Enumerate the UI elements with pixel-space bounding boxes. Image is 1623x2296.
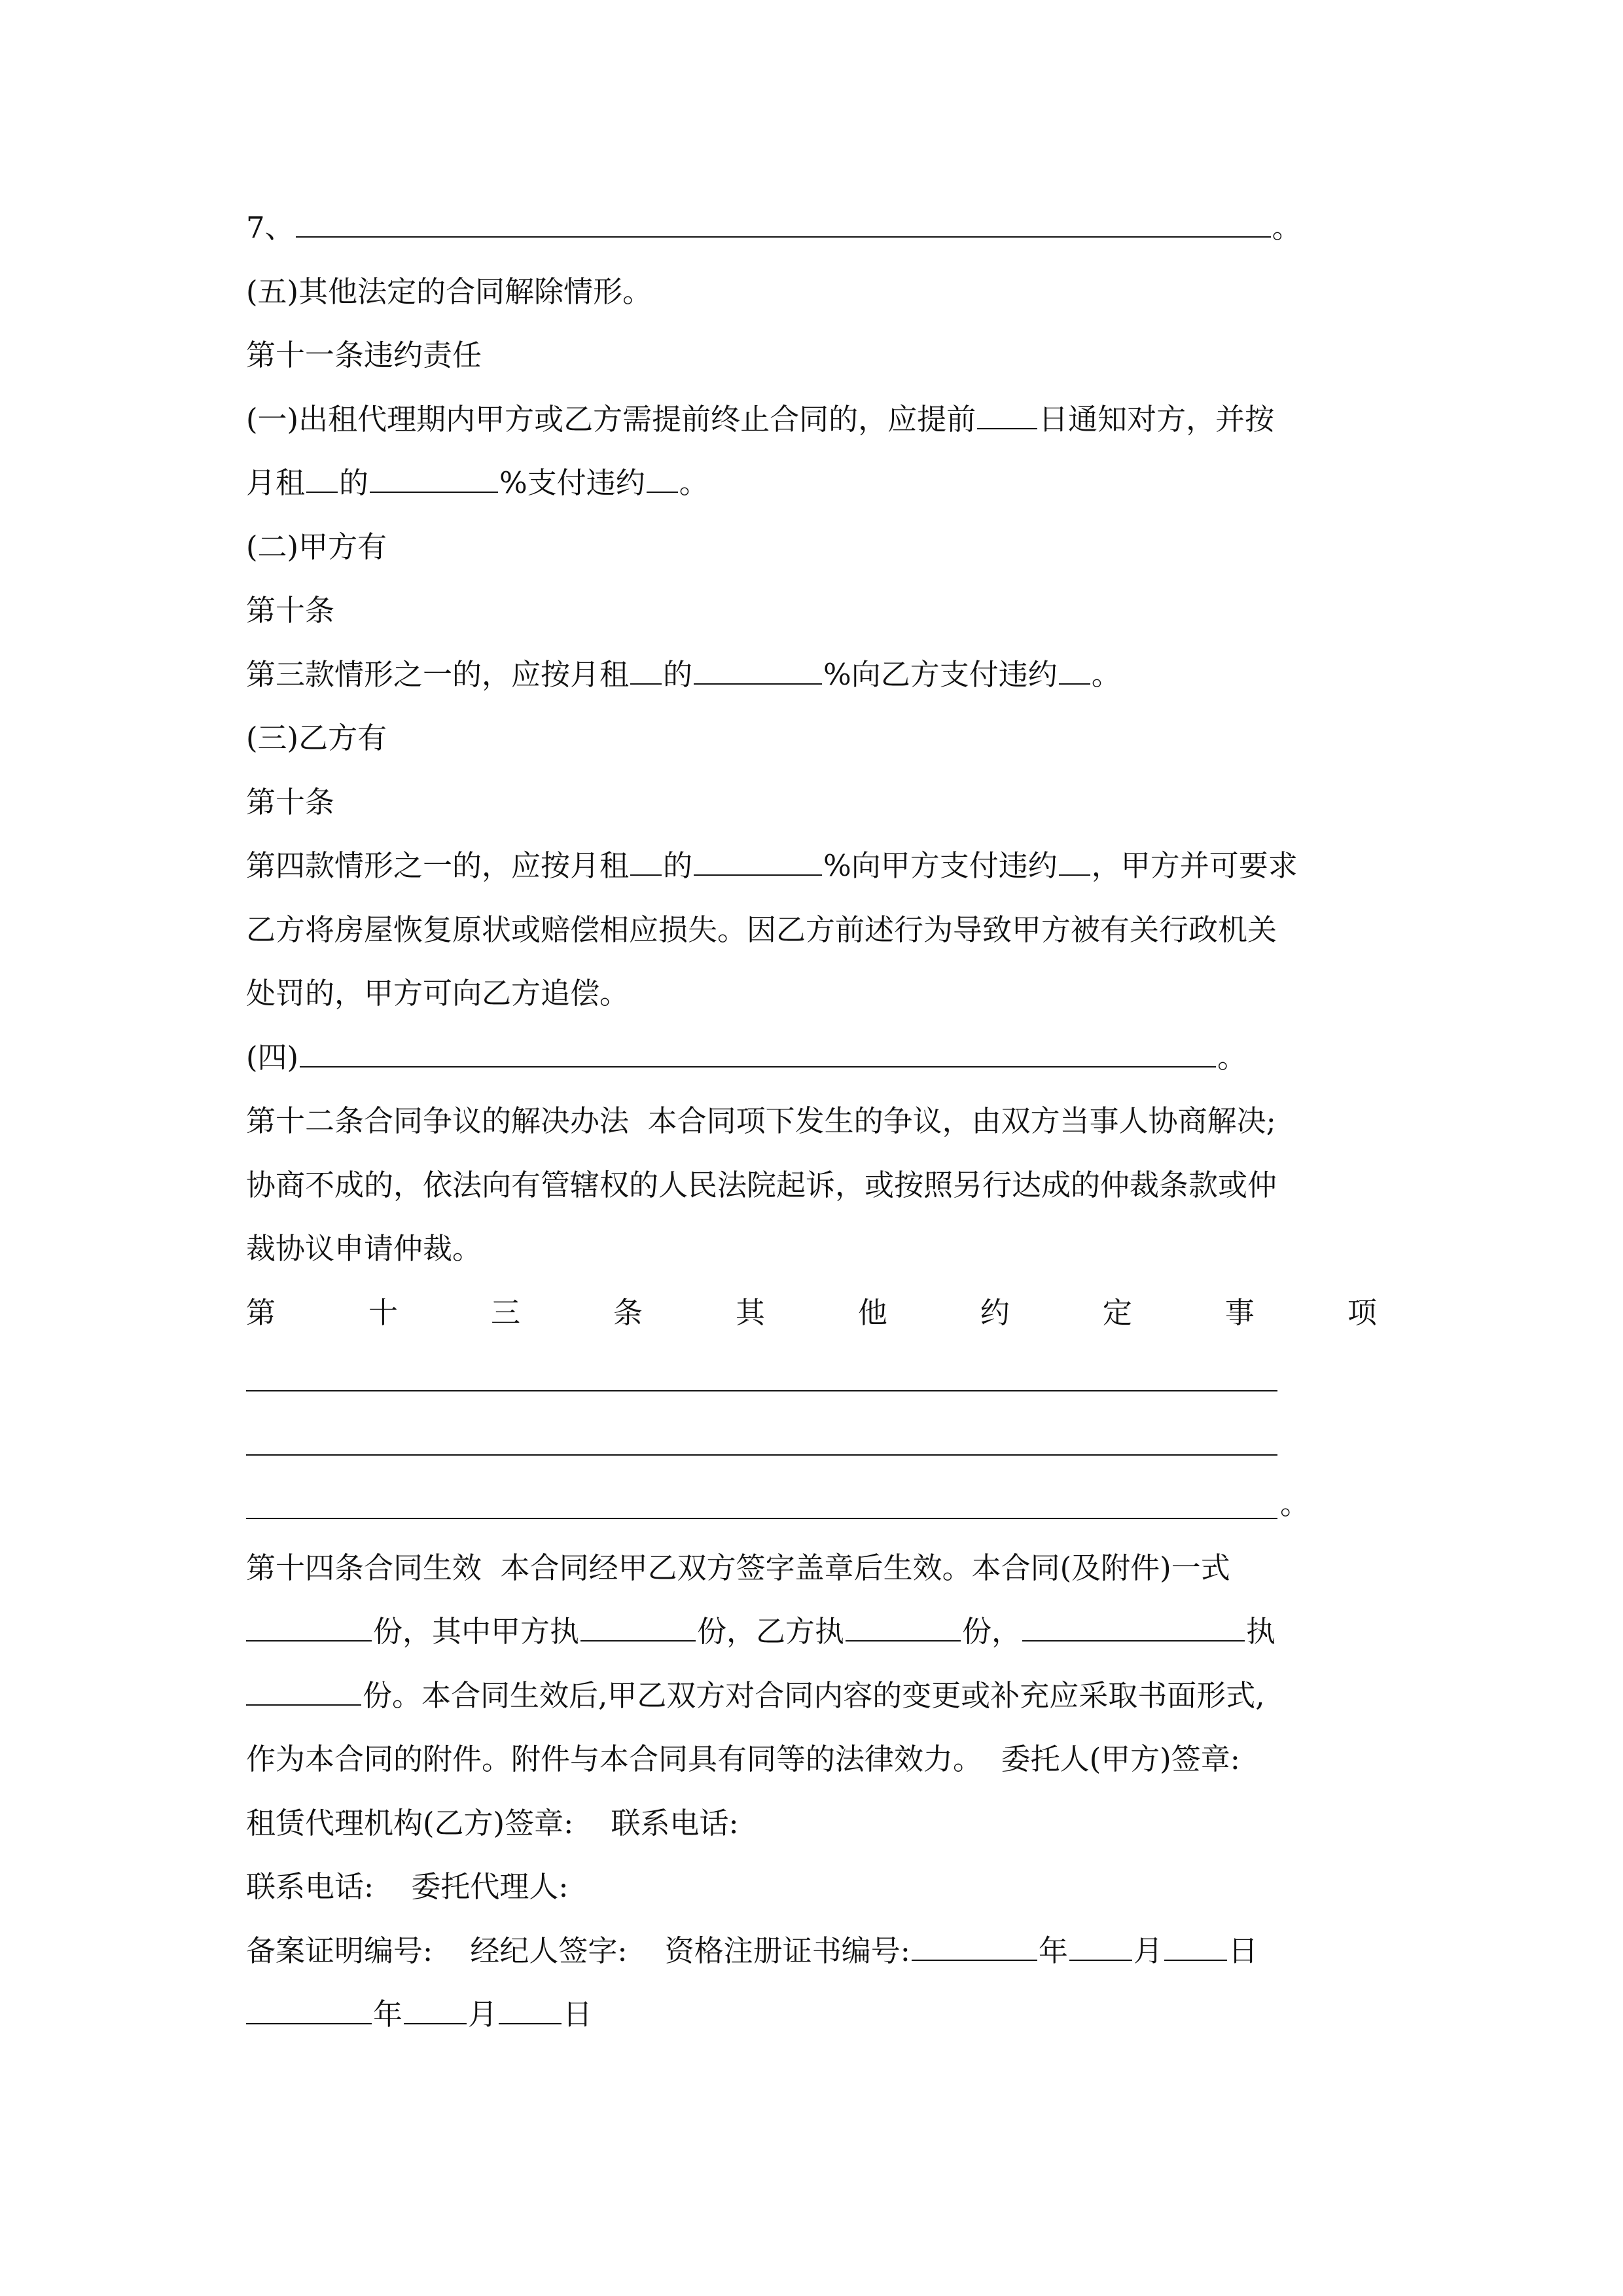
text: 月租 [246,465,306,500]
text: 。 [1091,657,1121,692]
article-12-line1: 第十二条合同争议的解决办法 本合同项下发生的争议，由双方当事人协商解决; [246,1103,1276,1138]
blank-field[interactable] [1059,655,1090,685]
blank-field[interactable] [1059,846,1090,876]
blank-field[interactable] [296,207,1271,238]
text: 的 [663,657,693,692]
blank-line[interactable] [246,1390,1277,1391]
text: 第四款情形之一的，应按月租 [246,848,630,883]
article-11-p3-head: (三)乙方有 [246,721,387,755]
text: 月 [468,1997,498,2032]
blank-line[interactable] [246,1454,1277,1456]
article-11-p1-line2 [246,462,709,504]
blank-field[interactable] [499,1994,562,2024]
article-11-p3-body-1 [246,845,1298,887]
article-14-line3 [246,1675,1265,1717]
blank-field[interactable] [694,655,822,685]
blank-field[interactable] [246,1676,361,1706]
title-char: 定 [1102,1295,1132,1330]
text: 月 [1133,1933,1163,1968]
blank-field[interactable] [1022,1611,1245,1641]
clause-5: (五)其他法定的合同解除情形。 [246,274,652,309]
article-11-p3-body-2: 乙方将房屋恢复原状或赔偿相应损失。因乙方前述行为导致甲方被有关行政机关 [246,912,1277,947]
text: %向甲方支付违约 [823,848,1058,883]
item-7 [246,207,1302,249]
text: (一)出租代理期内甲方或乙方需提前终止合同的，应提前 [246,402,976,437]
item-7-suffix: 。 [1272,210,1302,245]
article-14-line4: 作为本合同的附件。附件与本合同具有同等的法律效力。 委托人(甲方)签章: [246,1742,1240,1776]
article-11-p2-body [246,654,1121,696]
blank-line[interactable] [246,1518,1277,1519]
title-char: 事 [1224,1295,1255,1330]
text: 份。本合同生效后,甲乙双方对合同内容的变更或补充应采取书面形式, [363,1678,1265,1713]
text: ，甲方并可要求 [1091,848,1298,883]
blank-field[interactable] [580,1611,696,1641]
blank-field[interactable] [404,1994,467,2024]
title-char: 他 [857,1295,887,1330]
blank-field[interactable] [1164,1931,1227,1961]
title-char: 项 [1347,1295,1377,1330]
text: 日 [1228,1933,1258,1968]
title-char: 第 [246,1295,276,1330]
text: 第三款情形之一的，应按月租 [246,657,630,692]
article-12-line3: 裁协议申请仲裁。 [246,1231,482,1266]
blank-field[interactable] [694,846,822,876]
article-11-p2-head: (二)甲方有 [246,529,387,564]
text: 年 [373,1997,403,2032]
text: %向乙方支付违约 [823,657,1058,692]
blank-field[interactable] [246,1994,372,2024]
text: 的 [663,848,693,883]
title-char: 约 [980,1295,1010,1330]
text: 日通知对方，并按 [1039,402,1275,437]
article-11-p3-ref: 第十条 [246,785,335,819]
article-14-line1: 第十四条合同生效 本合同经甲乙双方签字盖章后生效。本合同(及附件)一式 [246,1551,1230,1585]
title-char: 条 [613,1295,643,1330]
signature-line3 [246,1930,1258,1972]
text: 份，其中甲方执 [373,1614,580,1649]
blank-field[interactable] [630,846,662,876]
article-11-p4 [246,1037,1247,1079]
article-14-line2 [246,1611,1275,1653]
blank-field[interactable] [306,463,338,493]
article-11-p2-ref: 第十条 [246,593,335,628]
article-12-line2: 协商不成的，依法向有管辖权的人民法院起诉，或按照另行达成的仲裁条款或仲 [246,1168,1277,1202]
text: 份，乙方执 [697,1614,845,1649]
text: 年 [1038,1933,1068,1968]
blank-field[interactable] [246,1611,372,1641]
signature-date [246,1994,592,2036]
title-char: 十 [368,1295,398,1330]
blank-field[interactable] [370,463,498,493]
title-char: 其 [735,1295,765,1330]
blank-field[interactable] [977,399,1037,429]
text: 。 [1217,1040,1247,1075]
blank-field[interactable] [912,1931,1037,1961]
blank-field[interactable] [647,463,678,493]
article-13-end: 。 [1280,1486,1310,1521]
text: 份， [962,1614,1022,1649]
article-13-title [246,1292,1377,1334]
signature-line2: 联系电话: 委托代理人: [246,1869,569,1904]
title-char: 三 [490,1295,520,1330]
signature-line1: 租赁代理机构(乙方)签章: 联系电话: [246,1806,739,1840]
text: 的 [339,465,369,500]
text: (四) [246,1040,299,1075]
text: 执 [1246,1614,1276,1649]
blank-field[interactable] [630,655,662,685]
text: 日 [563,1997,593,2032]
blank-field[interactable] [300,1037,1216,1067]
text: %支付违约 [499,465,645,500]
article-11-title: 第十一条违约责任 [246,338,482,372]
blank-field[interactable] [846,1611,961,1641]
text: 。 [679,465,709,500]
text: 备案证明编号: 经纪人签字: 资格注册证书编号: [246,1933,910,1968]
blank-field[interactable] [1069,1931,1132,1961]
article-11-p1-line1 [246,399,1274,440]
article-11-p3-body-3: 处罚的，甲方可向乙方追偿。 [246,976,630,1011]
item-7-prefix: 7、 [246,210,294,245]
